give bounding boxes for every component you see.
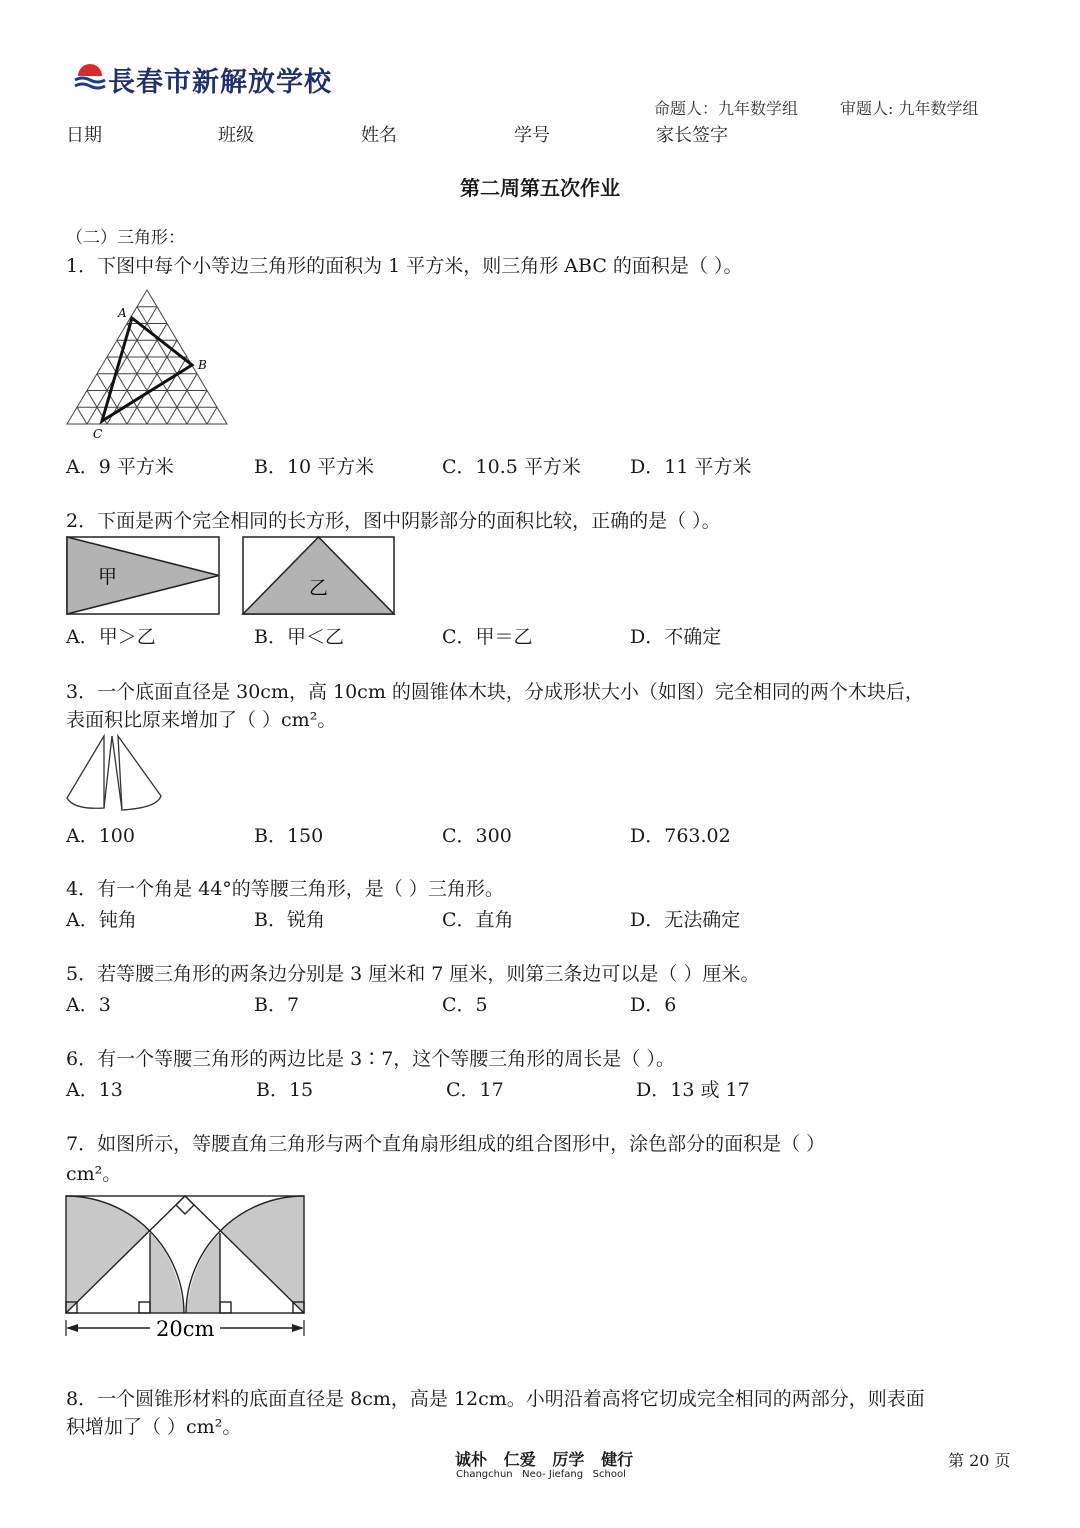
footer-school-english: Changchun Neo- Jiefang School	[456, 1469, 626, 1480]
question-7-figure	[60, 1190, 310, 1340]
question-5-option-c[interactable]: C．5	[442, 994, 488, 1016]
question-5-stem: 5．若等腰三角形的两条边分别是 3 厘米和 7 厘米，则第三条边可以是（ ）厘米。	[66, 963, 760, 985]
page-title: 第二周第五次作业	[460, 176, 620, 200]
question-8-stem-line1: 8．一个圆锥形材料的底面直径是 8cm，高是 12cm。小明沿着高将它切成完全相同的两部分，则表面	[66, 1388, 925, 1410]
question-3-option-a[interactable]: A．100	[66, 825, 135, 847]
figure-label-yi: 乙	[309, 577, 329, 599]
school-logo-icon	[74, 60, 106, 90]
question-6-option-c[interactable]: C．17	[446, 1079, 504, 1101]
question-1-option-c[interactable]: C．10.5 平方米	[442, 456, 581, 478]
question-6-option-d[interactable]: D．13 或 17	[636, 1079, 750, 1101]
field-name: 姓名	[361, 125, 397, 146]
figure-label-a: A	[118, 306, 127, 320]
question-3-figure	[62, 732, 172, 814]
question-3-option-c[interactable]: C．300	[442, 825, 512, 847]
question-6-stem: 6．有一个等腰三角形的两边比是 3∶7，这个等腰三角形的周长是（ ）。	[66, 1048, 675, 1070]
question-6-option-a[interactable]: A．13	[66, 1079, 123, 1101]
field-class: 班级	[218, 125, 254, 146]
question-1-stem: 1．下图中每个小等边三角形的面积为 1 平方米，则三角形 ABC 的面积是（ ）。	[66, 255, 743, 277]
question-2-option-c[interactable]: C．甲＝乙	[442, 626, 533, 648]
section-heading: （二）三角形：	[66, 228, 185, 248]
question-1-figure	[60, 288, 240, 443]
question-7-stem-line1: 7．如图所示，等腰直角三角形与两个直角扇形组成的组合图形中，涂色部分的面积是（ ）	[66, 1133, 826, 1155]
field-student-id: 学号	[514, 125, 550, 146]
question-2-option-d[interactable]: D．不确定	[630, 626, 722, 648]
question-4-option-d[interactable]: D．无法确定	[630, 909, 741, 931]
author-label: 命题人：九年数学组	[654, 99, 799, 118]
question-4-option-b[interactable]: B．锐角	[254, 909, 325, 931]
field-parent-signature: 家长签字	[656, 125, 728, 146]
question-4-option-c[interactable]: C．直角	[442, 909, 514, 931]
figure-label-20cm: 20cm	[156, 1317, 215, 1340]
question-2-option-b[interactable]: B．甲＜乙	[254, 626, 344, 648]
question-3-stem-line2: 表面积比原来增加了（ ）cm²。	[66, 709, 337, 731]
question-4-stem: 4．有一个角是 44°的等腰三角形，是（ ）三角形。	[66, 878, 504, 900]
school-logo	[74, 60, 106, 90]
question-7-stem-line2: cm²。	[66, 1163, 122, 1185]
question-1-option-a[interactable]: A．9 平方米	[66, 456, 174, 478]
field-date: 日期	[66, 125, 102, 146]
question-2-stem: 2．下面是两个完全相同的长方形，图中阴影部分的面积比较，正确的是（ ）。	[66, 510, 721, 532]
school-name: 長春市新解放学校	[108, 67, 332, 98]
footer-motto: 诚朴 仁爱 厉学 健行	[455, 1450, 634, 1469]
question-5-option-d[interactable]: D．6	[630, 994, 677, 1016]
page-number: 第 20 页	[948, 1451, 1011, 1470]
figure-label-jia: 甲	[98, 566, 118, 588]
question-5-option-a[interactable]: A．3	[66, 994, 111, 1016]
question-8-stem-line2: 积增加了（ ）cm²。	[66, 1416, 242, 1438]
question-6-option-b[interactable]: B．15	[256, 1079, 314, 1101]
question-1-option-d[interactable]: D．11 平方米	[630, 456, 752, 478]
question-5-option-b[interactable]: B．7	[254, 994, 300, 1016]
figure-label-b: B	[198, 358, 207, 372]
question-3-option-b[interactable]: B．150	[254, 825, 324, 847]
question-3-option-d[interactable]: D．763.02	[630, 825, 731, 847]
question-2-option-a[interactable]: A．甲＞乙	[66, 626, 156, 648]
question-2-figure	[66, 536, 398, 616]
question-4-option-a[interactable]: A．钝角	[66, 909, 137, 931]
question-3-stem-line1: 3．一个底面直径是 30cm，高 10cm 的圆锥体木块，分成形状大小（如图）完全相同的两个木块后，	[66, 681, 924, 703]
figure-label-c: C	[93, 427, 103, 441]
reviewer-label: 审题人: 九年数学组	[840, 99, 979, 118]
question-1-option-b[interactable]: B．10 平方米	[254, 456, 375, 478]
